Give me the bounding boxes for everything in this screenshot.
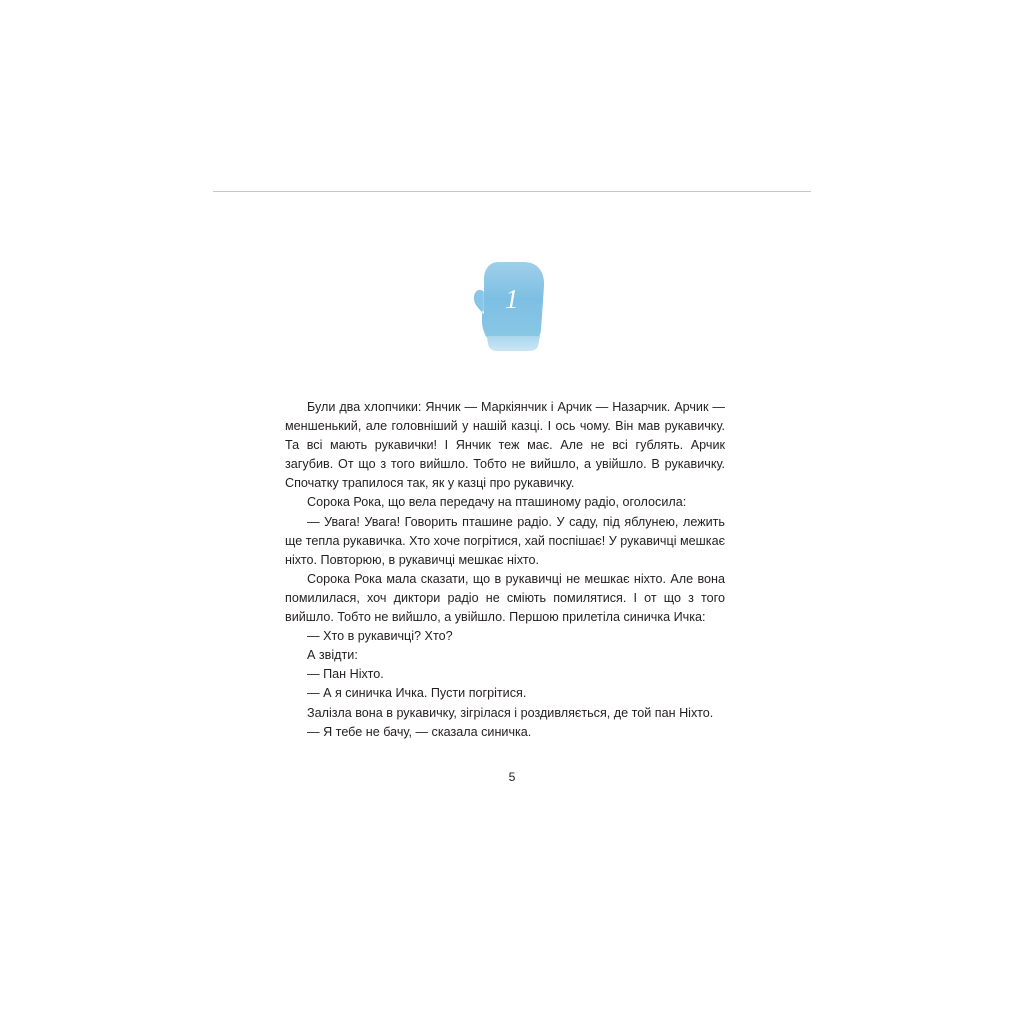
header-divider [213, 191, 811, 192]
paragraph: — Хто в рукавичці? Хто? [307, 629, 453, 644]
body-text [285, 398, 725, 742]
paragraph: Були два хлопчики: Янчик — Маркіянчик і Арчик — Назарчик. Арчик — меншенький, але головніший у нашій казці. І ось чому. Він мав рукавичку. Та всі мають рукавички! І Янчик теж має. Але не всі гублять. Арчик загубив. От що з того вийшло. Тобто не вийшло, а увійшло. В рукавичку. Спочатку трапилося так, як у казці про рукавичку. [285, 400, 725, 491]
paragraph: — А я синичка Ичка. Пусти погрітися. [307, 686, 527, 701]
paragraph: Сорока Рока мала сказати, що в рукавичці не мешкає ніхто. Але вона помилилася, хоч диктори радіо не сміють помилятися. І от що з того вийшло. Тобто не вийшло, а увійшло. Першою прилетіла синичка Ичка: [285, 571, 725, 625]
paragraph: — Пан Ніхто. [307, 667, 384, 682]
paragraph: А звідти: [307, 648, 358, 663]
paragraph: — Увага! Увага! Говорить пташине радіо. У саду, під яблунею, лежить ще тепла рукавичка. Хто хоче погрітися, хай поспішає! У рукавичці мешкає ніхто. Повторюю, в рукавичці мешкає ніхто. [285, 514, 725, 567]
paragraph: Залізла вона в рукавичку, зігрілася і роздивляється, де той пан Ніхто. [307, 705, 714, 720]
page-number: 5 [508, 770, 516, 784]
paragraph: — Я тебе не бачу, — сказала синичка. [307, 724, 532, 739]
paragraph: Сорока Рока, що вела передачу на пташиному радіо, оголосила: [307, 495, 687, 510]
mitten-icon [470, 252, 554, 352]
chapter-number: 1 [505, 283, 519, 314]
